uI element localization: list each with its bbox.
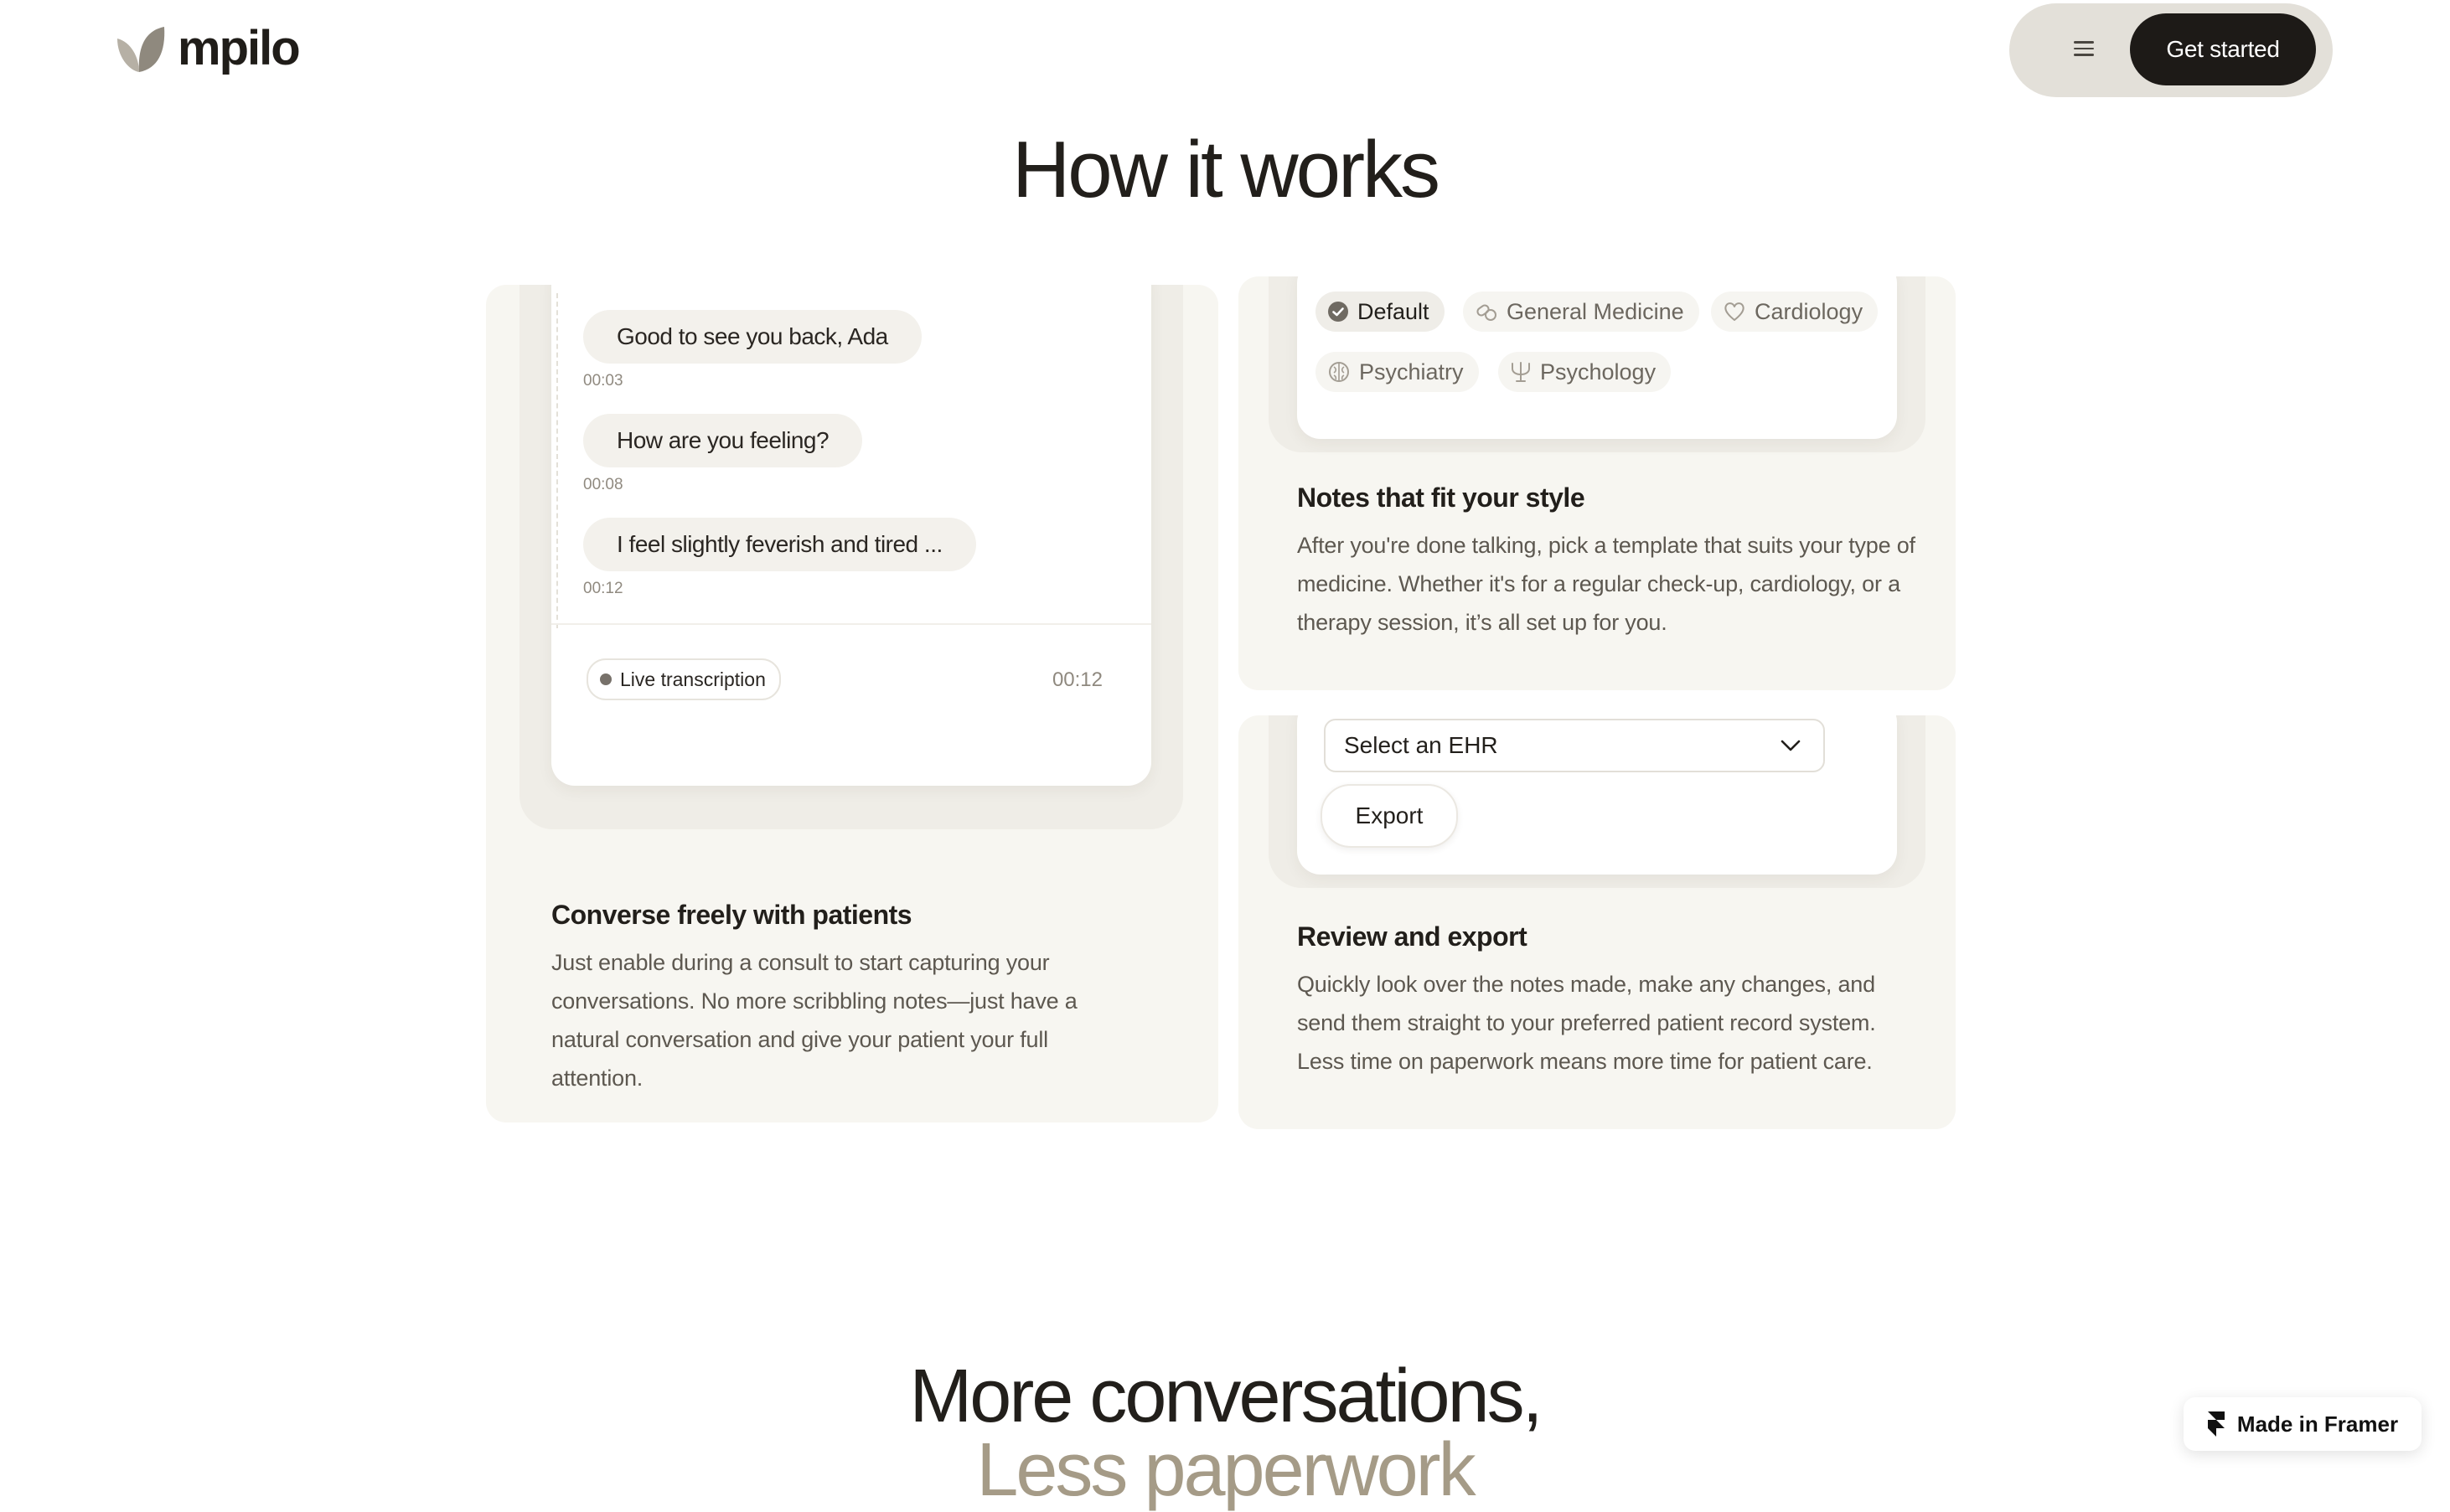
- made-in-framer-badge[interactable]: [2184, 1397, 2422, 1451]
- card-title: Notes that fit your style: [1297, 482, 1585, 513]
- pills-icon: [1475, 300, 1498, 323]
- hamburger-menu-icon[interactable]: [2055, 30, 2113, 67]
- template-chip-cardiology[interactable]: [1711, 292, 1878, 332]
- card-title: Converse freely with patients: [551, 900, 912, 930]
- ehr-select-value: Select an EHR: [1344, 732, 1498, 758]
- transcription-timer: 00:12: [1052, 668, 1103, 691]
- heart-icon: [1723, 301, 1746, 323]
- chevron-down-icon: [1780, 739, 1801, 752]
- export-panel: [1297, 715, 1897, 875]
- check-circle-icon: [1327, 301, 1349, 323]
- headline-line-2: Less paperwork: [976, 1428, 1474, 1512]
- template-panel: [1297, 276, 1897, 439]
- made-in-framer-label: Made in Framer: [2236, 1411, 2399, 1437]
- panel-divider: [551, 623, 1151, 625]
- headline-line-1: More conversations,: [909, 1355, 1541, 1438]
- card-export: [1238, 715, 1956, 1129]
- template-chip-label: Psychology: [1540, 359, 1657, 384]
- recording-dot-icon: [600, 673, 612, 685]
- message-bubble: I feel slightly feverish and tired ...: [583, 518, 976, 571]
- logo[interactable]: [114, 23, 299, 74]
- message-time: 00:12: [583, 580, 623, 597]
- template-chip-label: Default: [1357, 298, 1429, 324]
- live-transcription-label: Live transcription: [620, 668, 766, 690]
- section-title: How it works: [1011, 125, 1439, 214]
- ehr-select[interactable]: [1324, 719, 1825, 772]
- message-bubble: How are you feeling?: [583, 414, 862, 467]
- get-started-button[interactable]: Get started: [2130, 13, 2316, 85]
- timeline-divider: [556, 293, 558, 628]
- message-time: 00:08: [583, 476, 623, 493]
- psi-icon: [1510, 360, 1532, 384]
- logo-text: mpilo: [178, 21, 299, 75]
- live-transcription-badge: [587, 658, 781, 700]
- template-chip-label: Psychiatry: [1359, 359, 1464, 384]
- card-title: Review and export: [1297, 921, 1527, 952]
- leaf-logo-icon: [114, 23, 168, 74]
- template-chip-default[interactable]: [1315, 292, 1445, 332]
- message-bubble: Good to see you back, Ada: [583, 310, 922, 364]
- template-chip-label: General Medicine: [1507, 298, 1684, 324]
- card-notes: [1238, 276, 1956, 690]
- template-chip-label: Cardiology: [1755, 298, 1863, 324]
- template-chip-psychiatry[interactable]: [1315, 352, 1479, 392]
- export-button[interactable]: Export: [1321, 784, 1458, 848]
- message-time: 00:03: [583, 372, 623, 390]
- transcription-panel: [551, 285, 1151, 786]
- template-chip-general-medicine[interactable]: [1463, 292, 1699, 332]
- card-description: Quickly look over the notes made, make any changes, and send them straight to your preferred patient record system. Less time on paperwork means more time for patient care.: [1297, 972, 1876, 1074]
- card-converse: [486, 285, 1218, 1122]
- framer-logo-icon: [2207, 1411, 2225, 1437]
- card-description: After you're done talking, pick a template that suits your type of medicine. Whether it's for a regular check-up, cardiology, or a therapy session, it’s all set up for you.: [1297, 533, 1915, 635]
- template-chip-psychology[interactable]: [1498, 352, 1671, 392]
- brain-icon: [1327, 360, 1351, 384]
- card-description: Just enable during a consult to start capturing your conversations. No more scribbling notes—just have a natural conversation and give your patient your full attention.: [551, 950, 1078, 1091]
